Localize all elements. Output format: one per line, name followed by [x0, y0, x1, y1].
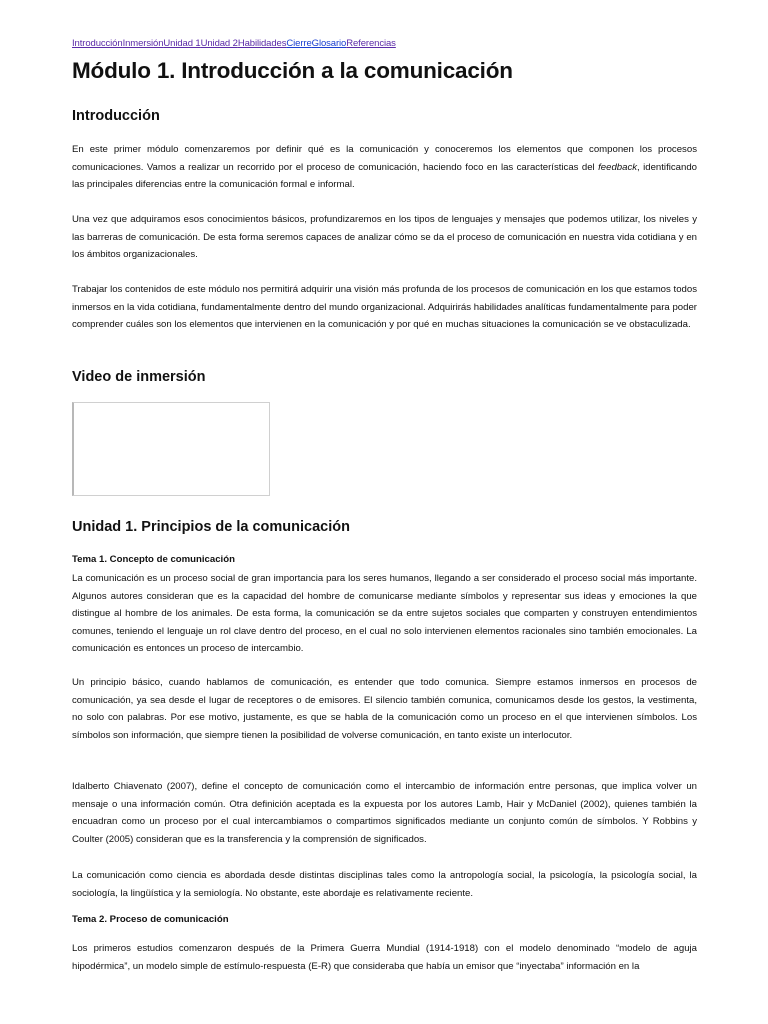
nav-link-inmersion[interactable]: Inmersión: [122, 38, 164, 49]
nav-link-glosario[interactable]: Glosario: [311, 38, 347, 49]
topic1-paragraph-1: La comunicación es un proceso social de gran importancia para los seres humanos, llegando a ser considerado el proceso social más importante. Algunos autores consideran que es la capacidad del hombre de comunicarse mediante símbolos y representar sus ideas y emociones la que distingue al hombre de los animales. De esta forma, la comunicación se da entre sujetos sociales que comparten y construyen entendimientos comunes, teniendo el lenguaje un rol clave dentro del proceso, en el cual no solo intervienen elementos racionales sino también emocionales. La comunicación es entonces un proceso de intercambio.: [72, 573, 697, 654]
topic1-paragraph-4: La comunicación como ciencia es abordada desde distintas disciplinas tales como la antropología social, la psicología, la psicología social, la sociología, la lingüística y la semiología. No obstante, este abordaje es relativamente reciente.: [72, 870, 697, 899]
video-heading: Video de inmersión: [72, 369, 206, 385]
nav-link-unidad-1[interactable]: Unidad 1: [163, 38, 201, 49]
topic2-heading: Tema 2. Proceso de comunicación: [72, 914, 229, 925]
intro-p1-text-b: , identificando las principales diferencias entre la comunicación formal e informal.: [72, 161, 697, 190]
feedback-term: feedback: [598, 161, 638, 173]
intro-paragraph-1: [72, 141, 697, 194]
nav-link-unidad-2[interactable]: Unidad 2: [200, 38, 238, 49]
intro-p1-text-a: En este primer módulo comenzaremos por definir qué es la comunicación y conoceremos los elementos que componen los procesos comunicaciones. Vamos a realizar un recorrido por el proceso de comunicación, haciendo foco en las características del: [72, 144, 697, 173]
topic1-heading: Tema 1. Concepto de comunicación: [72, 554, 235, 565]
page-title: Módulo 1. Introducción a la comunicación: [72, 58, 513, 83]
nav-link-referencias[interactable]: Referencias: [346, 38, 396, 49]
topic2-paragraph-1: Los primeros estudios comenzaron después de la Primera Guerra Mundial (1914-1918) con el modelo denominado “modelo de aguja hipodérmica”, un modelo simple de estímulo-respuesta (E-R) que consideraba que había un emisor que “inyectaba” información en la: [72, 943, 697, 972]
intro-paragraph-3: Trabajar los contenidos de este módulo nos permitirá adquirir una visión más profunda de los procesos de comunicación en los que estamos todos inmersos en la vida cotidiana, fundamentalmente dentro del mundo organizacional. Adquirirás habilidades analíticas fundamentalmente para poder comprender cuáles son los elementos que intervienen en la comunicación y por qué en muchas situaciones la comunicación se ve obstaculizada.: [72, 284, 697, 330]
topic1-paragraph-3: Idalberto Chiavenato (2007), define el concepto de comunicación como el intercambio de información entre personas, que implica volver un mensaje o una información común. Otra definición aceptada es la expuesta por los autores Lamb, Hair y McDaniel (2002), quienes también la encuadran como un proceso por el cual intercambiamos o compartimos significados mediante un conjunto común de símbolos. Y Robbins y Coulter (2005) consideran que es la transferencia y la comprensión de significados.: [72, 781, 697, 845]
intro-heading: Introducción: [72, 108, 160, 124]
nav-link-habilidades[interactable]: Habilidades: [237, 38, 287, 49]
video-player[interactable]: [72, 402, 270, 496]
topic1-paragraph-2: Un principio básico, cuando hablamos de comunicación, es entender que todo comunica. Siempre estamos inmersos en procesos de comunicación, ya sea desde el lugar de receptores o de emisores. El silencio también comunica, comunicamos desde los gestos, la vestimenta, no solo con palabras. Por ese motivo, justamente, es que se habla de la comunicación como un proceso en el que intervienen símbolos. Los símbolos son información, que siempre tienen la posibilidad de volverse comunicación, en tanto existe un interlocutor.: [72, 677, 697, 741]
section-nav: [72, 38, 396, 49]
unit1-heading: Unidad 1. Principios de la comunicación: [72, 519, 350, 535]
nav-link-cierre[interactable]: Cierre: [286, 38, 312, 49]
nav-link-introduccion[interactable]: Introducción: [72, 38, 123, 49]
intro-paragraph-2: Una vez que adquiramos esos conocimientos básicos, profundizaremos en los tipos de lenguajes y mensajes que podemos utilizar, los niveles y las barreras de comunicación. De esta forma seremos capaces de analizar cómo se da el proceso de comunicación en nuestra vida cotidiana y en los ámbitos organizacionales.: [72, 214, 697, 260]
